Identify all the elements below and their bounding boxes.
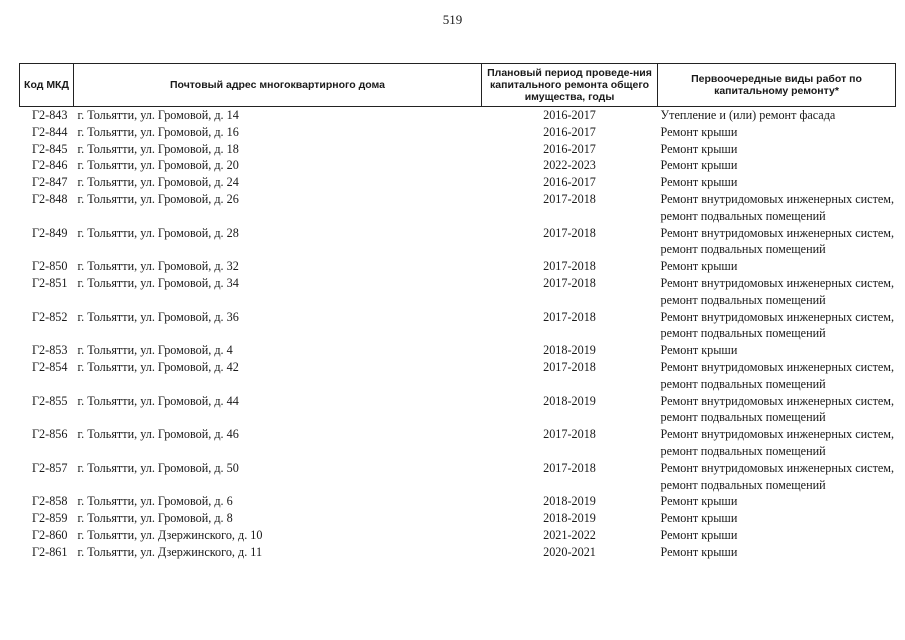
- period-cell: 2017-2018: [543, 225, 596, 240]
- period-cell: 2017-2018: [543, 427, 596, 442]
- work-type-line: Утепление и (или) ремонт фасада: [660, 108, 836, 122]
- mkd-code-cell: Г2-849: [32, 225, 68, 240]
- period-cell: 2016-2017: [543, 124, 596, 139]
- header-address: Почтовый адрес многоквартирного дома: [74, 64, 482, 107]
- period-cell: 2020-2021: [543, 544, 596, 559]
- work-type-line: Ремонт внутридомовых инженерных систем,: [660, 275, 895, 290]
- table-row: [20, 191, 896, 225]
- period-cell: 2016-2017: [543, 175, 596, 190]
- address-cell: г. Тольятти, ул. Громовой, д. 14: [77, 108, 239, 122]
- work-type-line: Ремонт крыши: [660, 175, 738, 190]
- table-row: [20, 510, 896, 527]
- table-row: [20, 225, 896, 259]
- mkd-code-cell: Г2-855: [32, 393, 68, 408]
- header-code: Код МКД: [20, 64, 74, 107]
- work-type-line: Ремонт внутридомовых инженерных систем,: [660, 309, 895, 324]
- address-cell: г. Тольятти, ул. Громовой, д. 20: [77, 158, 239, 173]
- work-type-line: ремонт подвальных помещений: [660, 242, 826, 257]
- work-type-line: Ремонт внутридомовых инженерных систем,: [660, 225, 895, 240]
- period-cell: 2016-2017: [543, 141, 596, 156]
- address-cell: г. Тольятти, ул. Громовой, д. 36: [77, 309, 239, 324]
- address-cell: г. Тольятти, ул. Громовой, д. 4: [77, 343, 233, 358]
- table-row: [20, 493, 896, 510]
- period-cell: 2017-2018: [543, 275, 596, 290]
- period-cell: 2017-2018: [543, 359, 596, 374]
- works-cell: [658, 493, 896, 510]
- address-cell: г. Тольятти, ул. Громовой, д. 26: [77, 191, 239, 206]
- table-row: [20, 258, 896, 275]
- mkd-code-cell: Г2-850: [32, 259, 68, 274]
- works-cell: [658, 342, 896, 359]
- period-cell: 2017-2018: [543, 191, 596, 206]
- address-cell: г. Тольятти, ул. Громовой, д. 34: [77, 275, 239, 290]
- address-cell: г. Тольятти, ул. Громовой, д. 32: [77, 259, 239, 274]
- table-row: [20, 527, 896, 544]
- table-row: [20, 342, 896, 359]
- works-cell: [658, 510, 896, 527]
- works-cell: [658, 157, 896, 174]
- work-type-line: Ремонт внутридомовых инженерных систем,: [660, 359, 895, 374]
- table-row: [20, 393, 896, 427]
- period-cell: 2018-2019: [543, 343, 596, 358]
- mkd-code-cell: Г2-852: [32, 309, 68, 324]
- address-cell: г. Тольятти, ул. Громовой, д. 28: [77, 225, 239, 240]
- work-type-line: Ремонт крыши: [660, 544, 738, 559]
- mkd-code-cell: Г2-846: [32, 158, 68, 173]
- work-type-line: ремонт подвальных помещений: [660, 443, 826, 458]
- work-type-line: ремонт подвальных помещений: [660, 208, 826, 223]
- mkd-code-cell: Г2-861: [32, 544, 68, 559]
- period-cell: 2017-2018: [543, 460, 596, 475]
- works-cell: [658, 359, 896, 393]
- mkd-code-cell: Г2-851: [32, 275, 68, 290]
- mkd-code-cell: Г2-854: [32, 359, 68, 374]
- address-cell: г. Тольятти, ул. Громовой, д. 46: [77, 427, 239, 442]
- period-cell: 2017-2018: [543, 309, 596, 324]
- period-cell: 2016-2017: [543, 108, 596, 122]
- mkd-code-cell: Г2-859: [32, 511, 68, 526]
- address-cell: г. Тольятти, ул. Громовой, д. 50: [77, 460, 239, 475]
- work-type-line: Ремонт крыши: [660, 158, 738, 173]
- works-cell: [658, 258, 896, 275]
- work-type-line: Ремонт внутридомовых инженерных систем,: [660, 460, 895, 475]
- mkd-code-cell: Г2-844: [32, 124, 68, 139]
- period-cell: 2017-2018: [543, 259, 596, 274]
- works-cell: [658, 225, 896, 259]
- work-type-line: Ремонт крыши: [660, 494, 738, 509]
- table-row: [20, 426, 896, 460]
- work-type-line: Ремонт крыши: [660, 511, 738, 526]
- works-cell: [658, 141, 896, 158]
- works-cell: [658, 107, 896, 124]
- work-type-line: Ремонт крыши: [660, 259, 738, 274]
- work-type-line: Ремонт крыши: [660, 343, 738, 358]
- period-cell: 2018-2019: [543, 494, 596, 509]
- table-row: [20, 309, 896, 343]
- mkd-code-cell: Г2-857: [32, 460, 68, 475]
- period-cell: 2018-2019: [543, 393, 596, 408]
- table-row: [20, 124, 896, 141]
- mkd-code-cell: Г2-860: [32, 527, 68, 542]
- table-row: [20, 460, 896, 494]
- header-period: Плановый период проведе-ния капитального ремонта общего имущества, годы: [482, 64, 658, 107]
- table-header-row: [20, 64, 896, 107]
- work-type-line: Ремонт крыши: [660, 141, 738, 156]
- mkd-code-cell: Г2-843: [32, 108, 68, 122]
- address-cell: г. Тольятти, ул. Громовой, д. 42: [77, 359, 239, 374]
- mkd-code-cell: Г2-856: [32, 427, 68, 442]
- table-row: [20, 141, 896, 158]
- works-cell: [658, 426, 896, 460]
- address-cell: г. Тольятти, ул. Громовой, д. 18: [77, 141, 239, 156]
- works-cell: [658, 124, 896, 141]
- work-type-line: Ремонт крыши: [660, 124, 738, 139]
- work-type-line: ремонт подвальных помещений: [660, 326, 826, 341]
- works-cell: [658, 544, 896, 561]
- work-type-line: ремонт подвальных помещений: [660, 477, 826, 492]
- table-body: [20, 107, 896, 561]
- address-cell: г. Тольятти, ул. Громовой, д. 44: [77, 393, 239, 408]
- page-number: 519: [442, 12, 463, 27]
- work-type-line: ремонт подвальных помещений: [660, 410, 826, 425]
- period-cell: 2022-2023: [543, 158, 596, 173]
- table-row: [20, 157, 896, 174]
- table-row: [20, 275, 896, 309]
- mkd-code-cell: Г2-845: [32, 141, 68, 156]
- work-type-line: Ремонт внутридомовых инженерных систем,: [660, 427, 895, 442]
- capital-repair-table: [19, 63, 896, 561]
- period-cell: 2018-2019: [543, 511, 596, 526]
- address-cell: г. Тольятти, ул. Громовой, д. 8: [77, 511, 233, 526]
- works-cell: [658, 393, 896, 427]
- works-cell: [658, 174, 896, 191]
- address-cell: г. Тольятти, ул. Дзержинского, д. 11: [77, 544, 263, 559]
- header-works: Первоочередные виды работ по капитальному ремонту*: [658, 64, 896, 107]
- address-cell: г. Тольятти, ул. Громовой, д. 16: [77, 124, 239, 139]
- address-cell: г. Тольятти, ул. Дзержинского, д. 10: [77, 527, 263, 542]
- works-cell: [658, 527, 896, 544]
- table-header: [20, 64, 896, 107]
- table-row: [20, 359, 896, 393]
- work-type-line: ремонт подвальных помещений: [660, 292, 826, 307]
- works-cell: [658, 275, 896, 309]
- mkd-code-cell: Г2-848: [32, 191, 68, 206]
- work-type-line: Ремонт крыши: [660, 527, 738, 542]
- table-row: [20, 174, 896, 191]
- address-cell: г. Тольятти, ул. Громовой, д. 24: [77, 175, 239, 190]
- mkd-code-cell: Г2-847: [32, 175, 68, 190]
- works-cell: [658, 309, 896, 343]
- work-type-line: Ремонт внутридомовых инженерных систем,: [660, 191, 895, 206]
- table-row: [20, 107, 896, 124]
- mkd-code-cell: Г2-853: [32, 343, 68, 358]
- works-cell: [658, 191, 896, 225]
- period-cell: 2021-2022: [543, 527, 596, 542]
- work-type-line: Ремонт внутридомовых инженерных систем,: [660, 393, 895, 408]
- address-cell: г. Тольятти, ул. Громовой, д. 6: [77, 494, 233, 509]
- works-cell: [658, 460, 896, 494]
- work-type-line: ремонт подвальных помещений: [660, 376, 826, 391]
- mkd-code-cell: Г2-858: [32, 494, 68, 509]
- table-row: [20, 544, 896, 561]
